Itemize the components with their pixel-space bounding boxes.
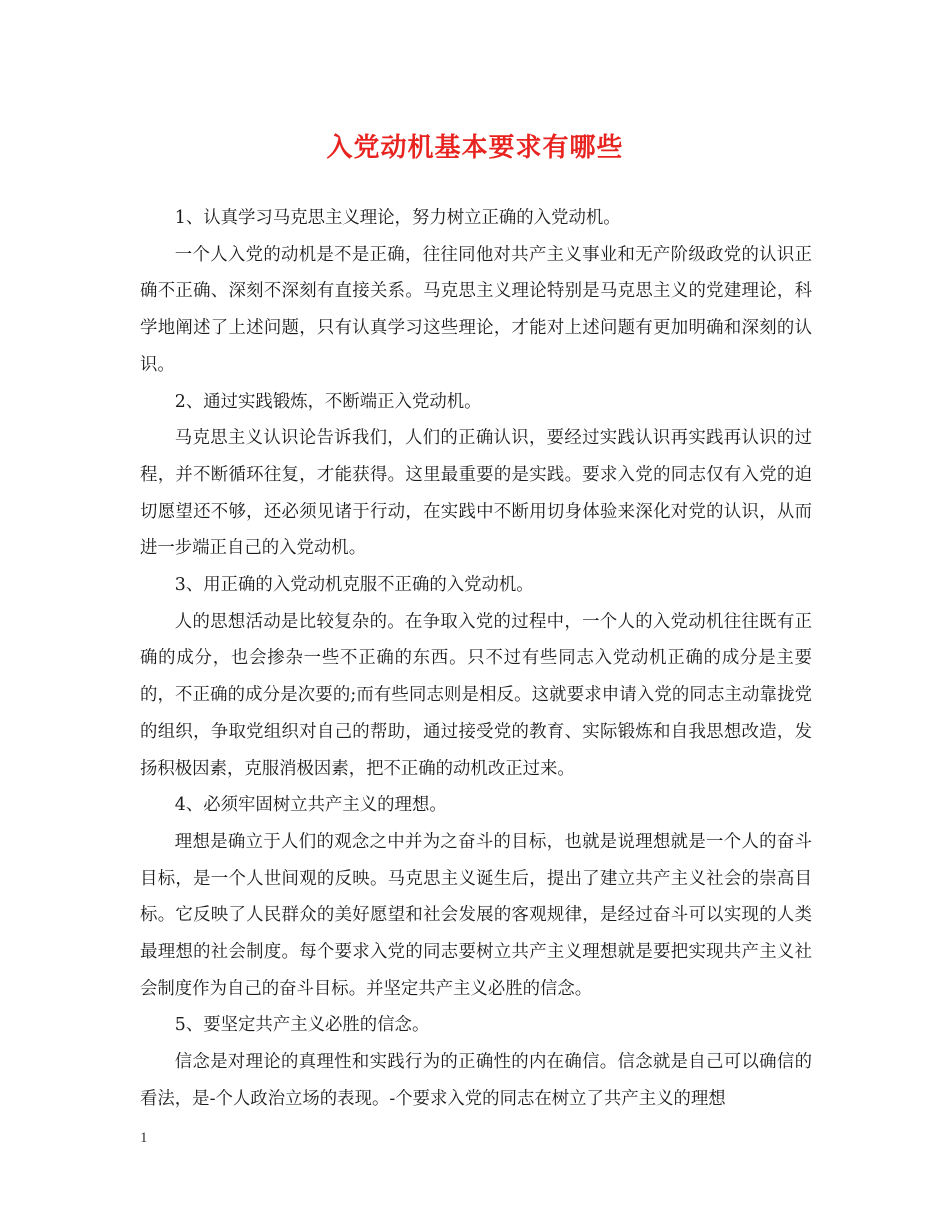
paragraph: 马克思主义认识论告诉我们，人们的正确认识，要经过实践认识再实践再认识的过程，并不断循环往复，才能获得。这里最重要的是实践。要求入党的同志仅有入党的迫切愿望还不够，还必须见诸于行动，在实践中不断用切身体验来深化对党的认识，从而进一步端正自己的入党动机。 (140, 428, 812, 559)
document-title: 入党动机基本要求有哪些 (326, 133, 624, 163)
paragraph: 人的思想活动是比较复杂的。在争取入党的过程中，一个人的入党动机往往既有正确的成分，也会掺杂一些不正确的东西。只不过有些同志入党动机正确的成分是主要的，不正确的成分是次要的;而有些同志则是相反。这就要求申请入党的同志主动靠拢党的组织，争取党组织对自己的帮助，通过接受党的教育、实际锻炼和自我思想改造，发扬积极因素，克服消极因素，把不正确的动机改正过来。 (140, 611, 812, 779)
paragraph: 理想是确立于人们的观念之中并为之奋斗的目标，也就是说理想就是一个人的奋斗目标，是一个人世间观的反映。马克思主义诞生后，提出了建立共产主义社会的崇高目标。它反映了人民群众的美好愿望和社会发展的客观规律，是经过奋斗可以实现的人类最理想的社会制度。每个要求入党的同志要树立共产主义理想就是要把实现共产主义社会制度作为自己的奋斗目标。并坚定共产主义必胜的信念。 (140, 831, 812, 999)
paragraph-heading-2: 2、通过实践锻炼，不断端正入党动机。 (174, 391, 482, 412)
paragraph-heading-3: 3、用正确的入党动机克服不正确的入党动机。 (174, 575, 534, 596)
paragraph-heading-4: 4、必须牢固树立共产主义的理想。 (174, 795, 447, 816)
paragraph: 信念是对理论的真理性和实践行为的正确性的内在确信。信念就是自己可以确信的看法，是-个人政治立场的表现。-个要求入党的同志在树立了共产主义的理想 (140, 1052, 812, 1109)
paragraph: 一个人入党的动机是不是正确，往往同他对共产主义事业和无产阶级政党的认识正确不正确、深刻不深刻有直接关系。马克思主义理论特别是马克思主义的党建理论，科学地阐述了上述问题，只有认真学习这些理论，才能对上述问题有更加明确和深刻的认识。 (140, 244, 812, 375)
paragraph-heading-1: 1、认真学习马克思主义理论，努力树立正确的入党动机。 (174, 208, 621, 228)
paragraph-heading-5: 5、要坚定共产主义必胜的信念。 (174, 1015, 430, 1036)
document-body (140, 200, 812, 1118)
page-number: 1 (140, 1130, 148, 1146)
